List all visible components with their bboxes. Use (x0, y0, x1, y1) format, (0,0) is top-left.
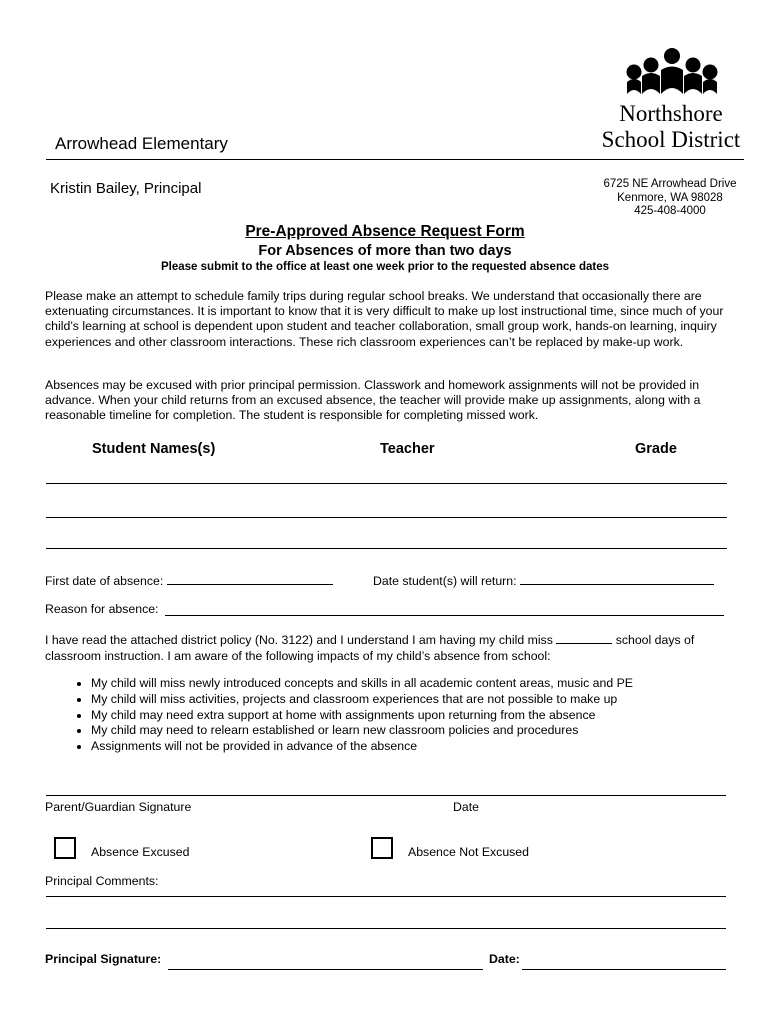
student-row-2-line[interactable] (46, 517, 727, 518)
first-date-field[interactable] (167, 573, 333, 585)
school-name: Arrowhead Elementary (55, 134, 228, 153)
principal-date-label: Date: (489, 952, 520, 966)
comments-line-1[interactable] (46, 896, 726, 897)
return-date-field[interactable] (520, 573, 714, 585)
reason-label: Reason for absence: (45, 602, 159, 616)
acknowledgement (45, 632, 735, 664)
parent-signature-line[interactable] (46, 795, 726, 796)
principal-comments-label: Principal Comments: (45, 874, 159, 888)
policy-paragraph: Absences may be excused with prior principal permission. Classwork and homework assignments will not be provided in advance. When your child returns from an excused absence, the teacher will provide make up assignments, along with a reasonable timeline for completion. The student is responsible for completing missed work. (45, 378, 701, 423)
address-phone: 425-408-4000 (634, 205, 706, 217)
first-date-label: First date of absence: (45, 574, 164, 588)
absence-not-excused-checkbox[interactable] (371, 837, 393, 859)
absence-excused-checkbox[interactable] (54, 837, 76, 859)
acknowledgement-line-2: classroom instruction. I am aware of the following impacts of my child’s absence from school: (45, 648, 551, 663)
acknowledgement-part-2: school days of (615, 633, 695, 647)
principal-date-field[interactable] (522, 969, 726, 970)
principal-signature-field[interactable] (168, 969, 483, 970)
list-item: • My child may need extra support at home with assignments upon returning from the absence (91, 708, 751, 724)
submission-instruction: Please submit to the office at least one week prior to the requested absence dates (161, 261, 609, 273)
district-line-2: School District (601, 127, 741, 152)
parent-signature-label: Parent/Guardian Signature (45, 800, 192, 814)
principal-signature-label: Principal Signature: (45, 952, 162, 966)
grade-header: Grade (635, 441, 677, 457)
district-line-1: Northshore (619, 101, 723, 126)
parent-date-label: Date (453, 800, 479, 814)
teacher-header: Teacher (380, 441, 435, 457)
list-item: • My child will miss activities, projects and classroom experiences that are not possible to make up (91, 692, 751, 708)
school-address (580, 178, 760, 219)
reason-field[interactable] (165, 615, 724, 616)
form-subtitle: For Absences of more than two days (258, 243, 512, 259)
list-item: • My child will miss newly introduced concepts and skills in all academic content areas, music and PE (91, 676, 751, 692)
return-date-row (373, 573, 714, 588)
comments-line-2[interactable] (46, 928, 726, 929)
principal-name: Kristin Bailey, Principal (50, 180, 202, 197)
student-row-1-line[interactable] (46, 483, 727, 484)
acknowledgement-part-1: I have read the attached district policy (No. 3122) and I understand I am having my child miss (45, 633, 553, 647)
student-row-3-line[interactable] (46, 548, 727, 549)
address-city: Kenmore, WA 98028 (617, 191, 723, 204)
student-names-header: Student Names(s) (92, 441, 216, 457)
form-title: Pre-Approved Absence Request Form (245, 223, 525, 240)
first-date-row (45, 573, 333, 588)
days-missed-field[interactable] (556, 632, 612, 644)
absence-excused-label: Absence Excused (91, 845, 190, 859)
list-item: • Assignments will not be provided in advance of the absence (91, 739, 751, 755)
northshore-logo-icon (624, 46, 720, 98)
address-street: 6725 NE Arrowhead Drive (603, 178, 737, 190)
district-name (596, 101, 746, 153)
list-item: • My child may need to relearn established or learn new classroom policies and procedures (91, 723, 751, 739)
header-divider (46, 159, 744, 160)
intro-paragraph: Please make an attempt to schedule family trips during regular school breaks. We understand that occasionally there are extenuating circumstances. It is important to know that it is very difficult to make up lost instructional time, since much of your child’s learning at school is dependent upon student and teacher collaboration, small group work, hands-on learning, inquiry experiences and other classroom interactions. These rich classroom experiences can’t be replaced by make-up work. (45, 289, 724, 349)
return-date-label: Date student(s) will return: (373, 574, 517, 588)
absence-not-excused-label: Absence Not Excused (408, 845, 529, 859)
impacts-list (45, 676, 751, 755)
